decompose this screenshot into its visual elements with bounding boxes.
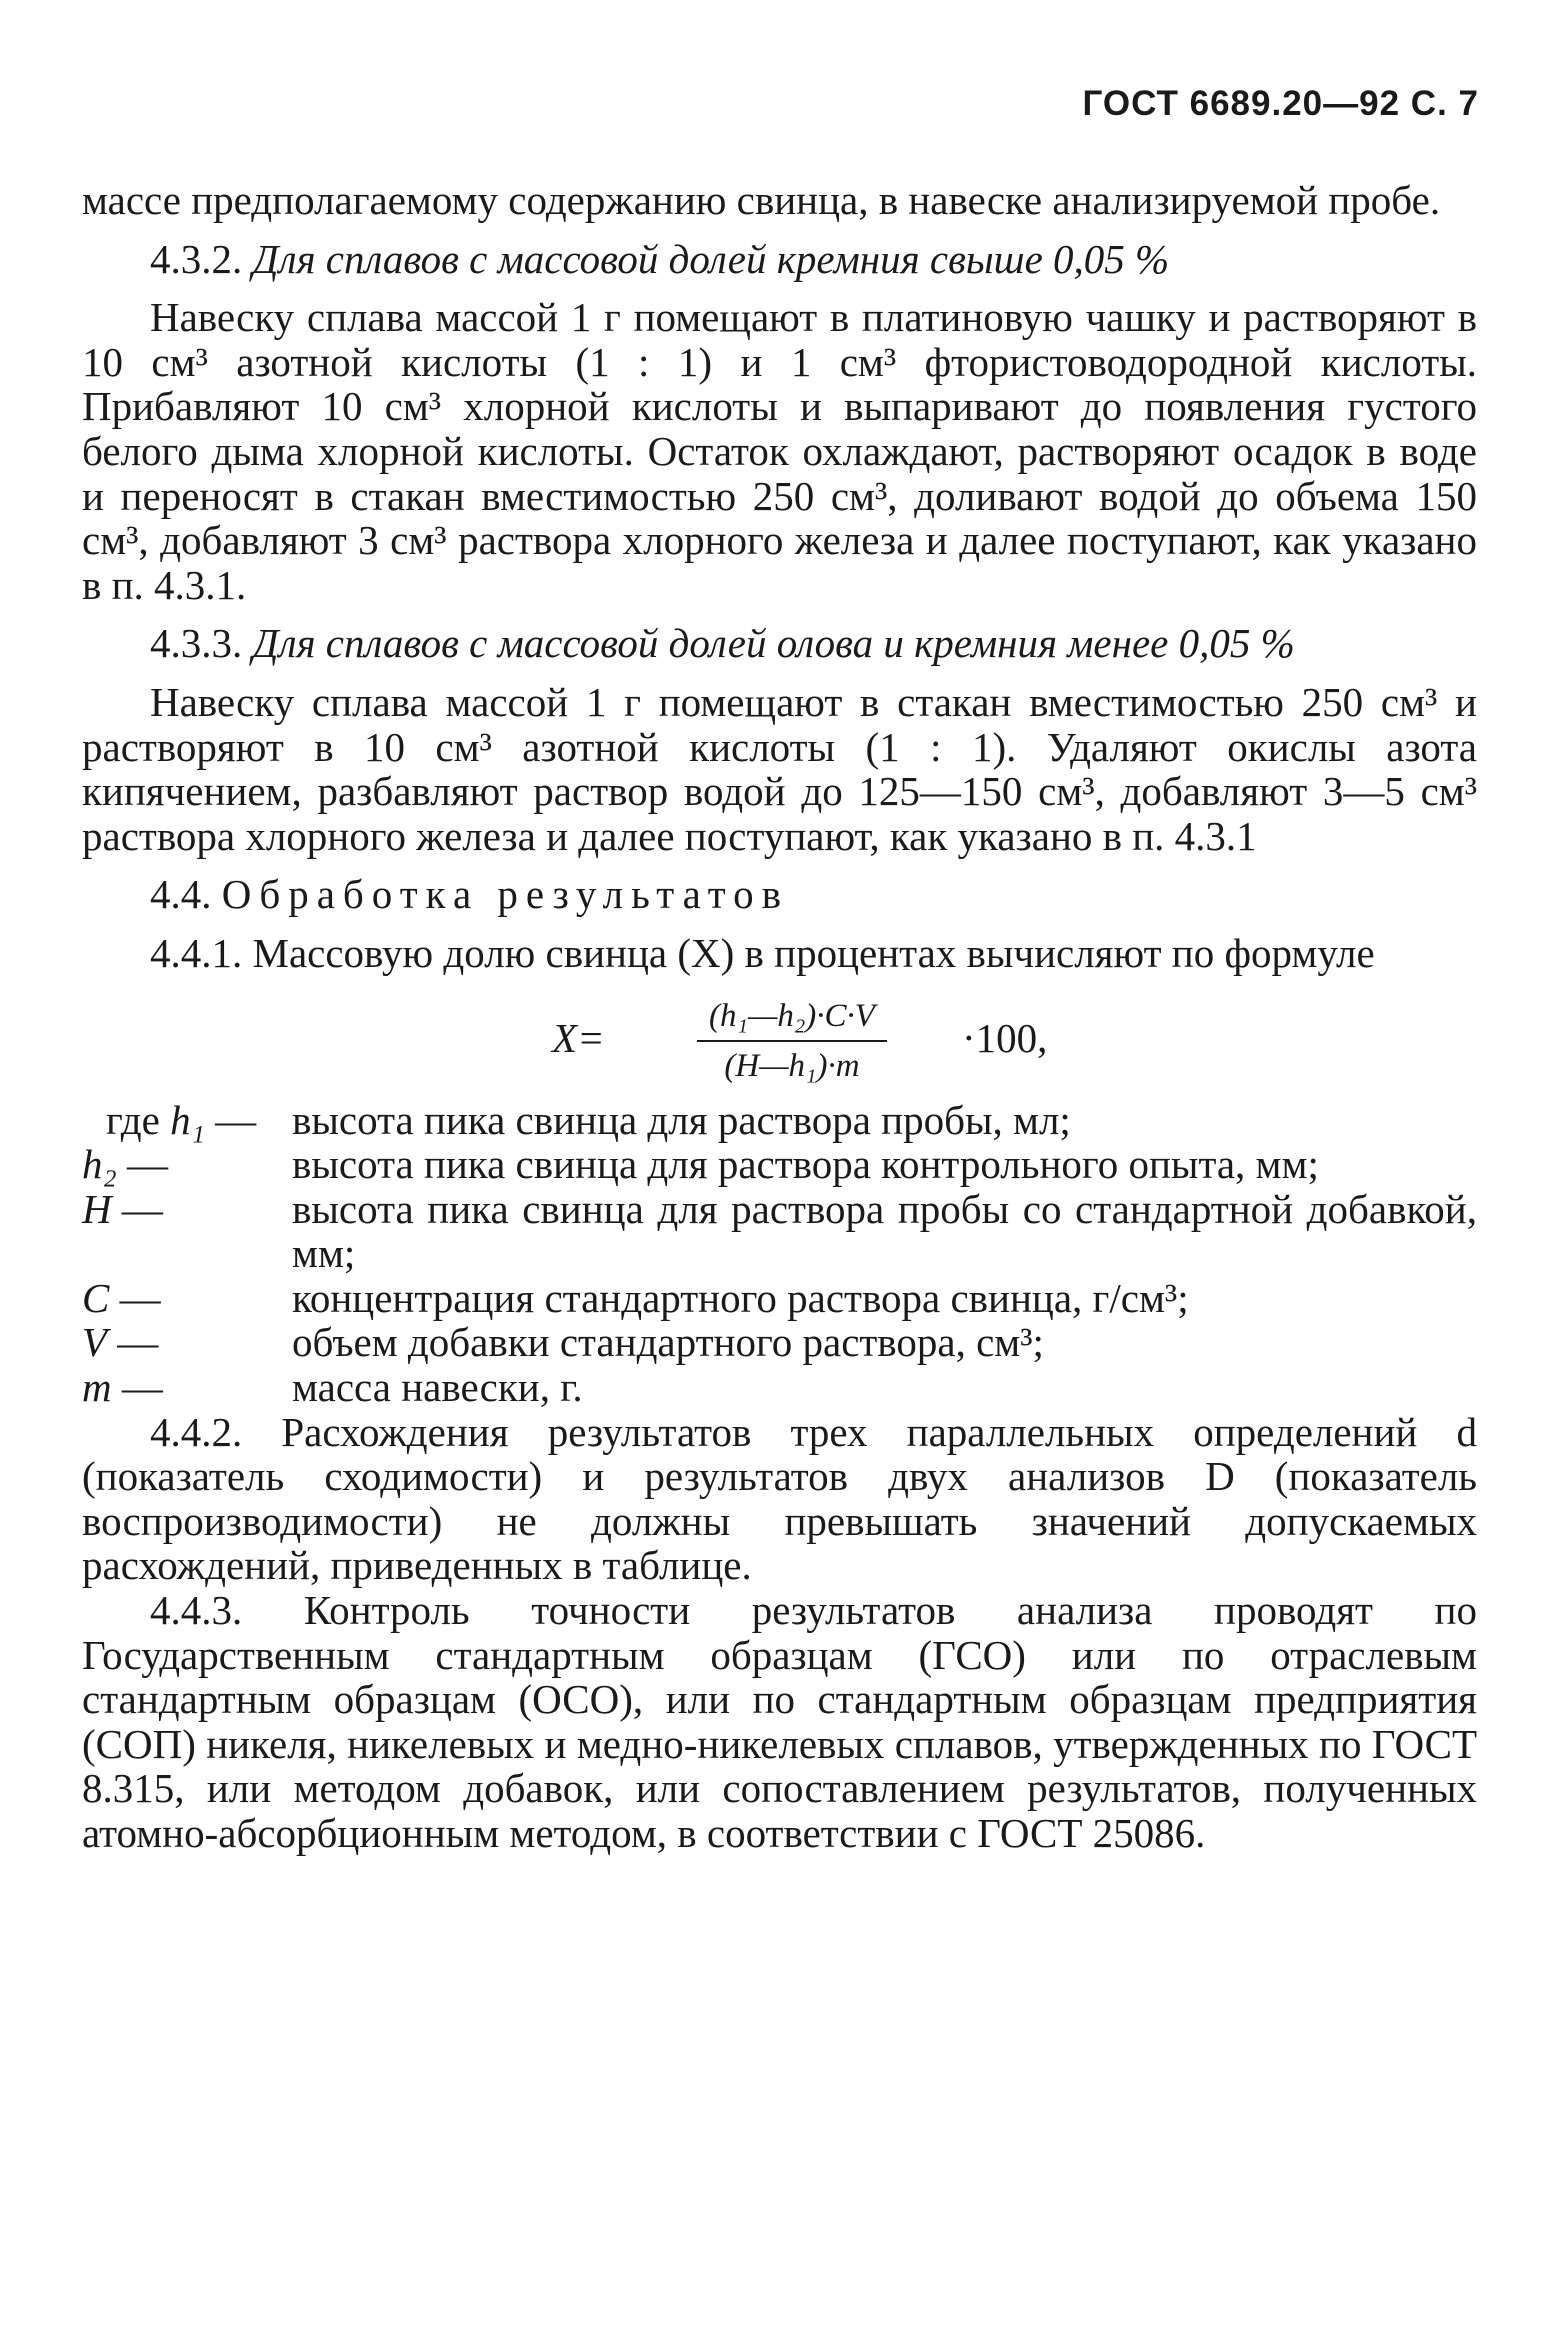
- page-header: ГОСТ 6689.20—92 С. 7: [1082, 84, 1479, 123]
- definition-dash: —: [121, 1185, 163, 1232]
- paragraph-4-3-2-body: Навеску сплава массой 1 г помещают в платиновую чашку и растворяют в 10 см³ азотной кислоты (1 : 1) и 1 см³ фтористоводородной кислоты. Прибавляют 10 см³ хлорной кислоты и выпаривают до появления густого белого дыма хлорной кислоты. Остаток охлаждают, растворяют осадок в воде и переносят в стакан вместимостью 250 см³, доливают водой до объема 150 см³, добавляют 3 см³ раствора хлорного железа и далее поступают, как указано в п. 4.3.1.: [82, 294, 1477, 608]
- section-title: Для сплавов с массовой долей кремния свыше 0,05 %: [252, 235, 1170, 282]
- formula-fraction: [642, 990, 942, 1089]
- definition-symbol: m: [82, 1364, 112, 1411]
- section-title: Обработка результатов: [221, 871, 790, 918]
- definition-symbol: C: [82, 1274, 110, 1321]
- definition-symbol: h₁: [170, 1096, 205, 1143]
- formula-multiplier: ·100,: [962, 1014, 1048, 1061]
- paragraph-4-3-3-body: Навеску сплава массой 1 г помещают в стакан вместимостью 250 см³ и растворяют в 10 см³ азотной кислоты (1 : 1). Удаляют окислы азота кипячением, разбавляют раствор водой до 125—150 см³, добавляют 3—5 см³ раствора хлорного железа и далее поступают, как указано в п. 4.3.1: [82, 678, 1477, 859]
- definition-dash: —: [127, 1141, 169, 1188]
- section-heading-4-4: [82, 872, 1477, 917]
- definition-symbol: V: [82, 1319, 108, 1366]
- definition-dash: —: [119, 1274, 161, 1321]
- definition-symbol: h₂: [82, 1141, 117, 1188]
- definition-text: высота пика свинца для раствора пробы со стандартной добавкой, мм;: [292, 1185, 1477, 1277]
- definition-item: [82, 1187, 1477, 1276]
- definition-text: концентрация стандартного раствора свинца, г/см³;: [292, 1274, 1189, 1321]
- section-number: 4.4.: [150, 871, 212, 918]
- page-content: [82, 178, 1477, 1856]
- definition-text: высота пика свинца для раствора пробы, мл;: [292, 1096, 1071, 1143]
- definition-prefix: где: [106, 1096, 160, 1143]
- definition-item: [82, 1098, 1477, 1143]
- formula-denominator: (H—h₁)·m: [724, 1048, 860, 1085]
- definition-text: объем добавки стандартного раствора, см³;: [292, 1319, 1044, 1366]
- paragraph-4-4-3: 4.4.3. Контроль точности результатов анализа проводят по Государственным стандартным образцам (ГСО) или по отраслевым стандартным образцам (ОСО), или по стандартным образцам предприятия (СОП) никеля, никелевых и медно-никелевых сплавов, утвержденных по ГОСТ 8.315, или методом добавок, или сопоставлением результатов, полученных атомно-абсорбционным методом, в соответствии с ГОСТ 25086.: [82, 1587, 1477, 1856]
- section-heading-4-3-2: [82, 237, 1477, 282]
- definition-symbol: H: [82, 1185, 112, 1232]
- formula-lhs: X=: [552, 1014, 605, 1061]
- definition-item: [82, 1365, 1477, 1410]
- paragraph-continuation: массе предполагаемому содержанию свинца, в навеске анализируемой пробе.: [82, 177, 1441, 223]
- definition-dash: —: [121, 1364, 163, 1411]
- definitions-list: [82, 1098, 1477, 1410]
- definition-item: [82, 1276, 1477, 1321]
- definition-item: [82, 1142, 1477, 1187]
- formula: [82, 986, 1477, 1094]
- definition-item: [82, 1320, 1477, 1365]
- definition-text: высота пика свинца для раствора контрольного опыта, мм;: [292, 1141, 1319, 1188]
- section-title: Для сплавов с массовой долей олова и кремния менее 0,05 %: [252, 620, 1295, 667]
- section-number: 4.3.3.: [150, 620, 243, 667]
- definition-text: масса навески, г.: [292, 1364, 583, 1411]
- section-heading-4-3-3: [82, 621, 1477, 666]
- paragraph-4-4-1: 4.4.1. Массовую долю свинца (X) в процентах вычисляют по формуле: [150, 929, 1375, 976]
- paragraph-4-4-2: 4.4.2. Расхождения результатов трех параллельных определений d (показатель сходимости) и результатов двух анализов D (показатель воспроизводимости) не должны превышать значений допускаемых расхождений, приведенных в таблице.: [82, 1408, 1477, 1589]
- definition-dash: —: [117, 1319, 159, 1366]
- formula-numerator: (h₁—h₂)·C·V: [697, 994, 887, 1043]
- section-number: 4.3.2.: [150, 235, 243, 282]
- definition-dash: —: [215, 1096, 257, 1143]
